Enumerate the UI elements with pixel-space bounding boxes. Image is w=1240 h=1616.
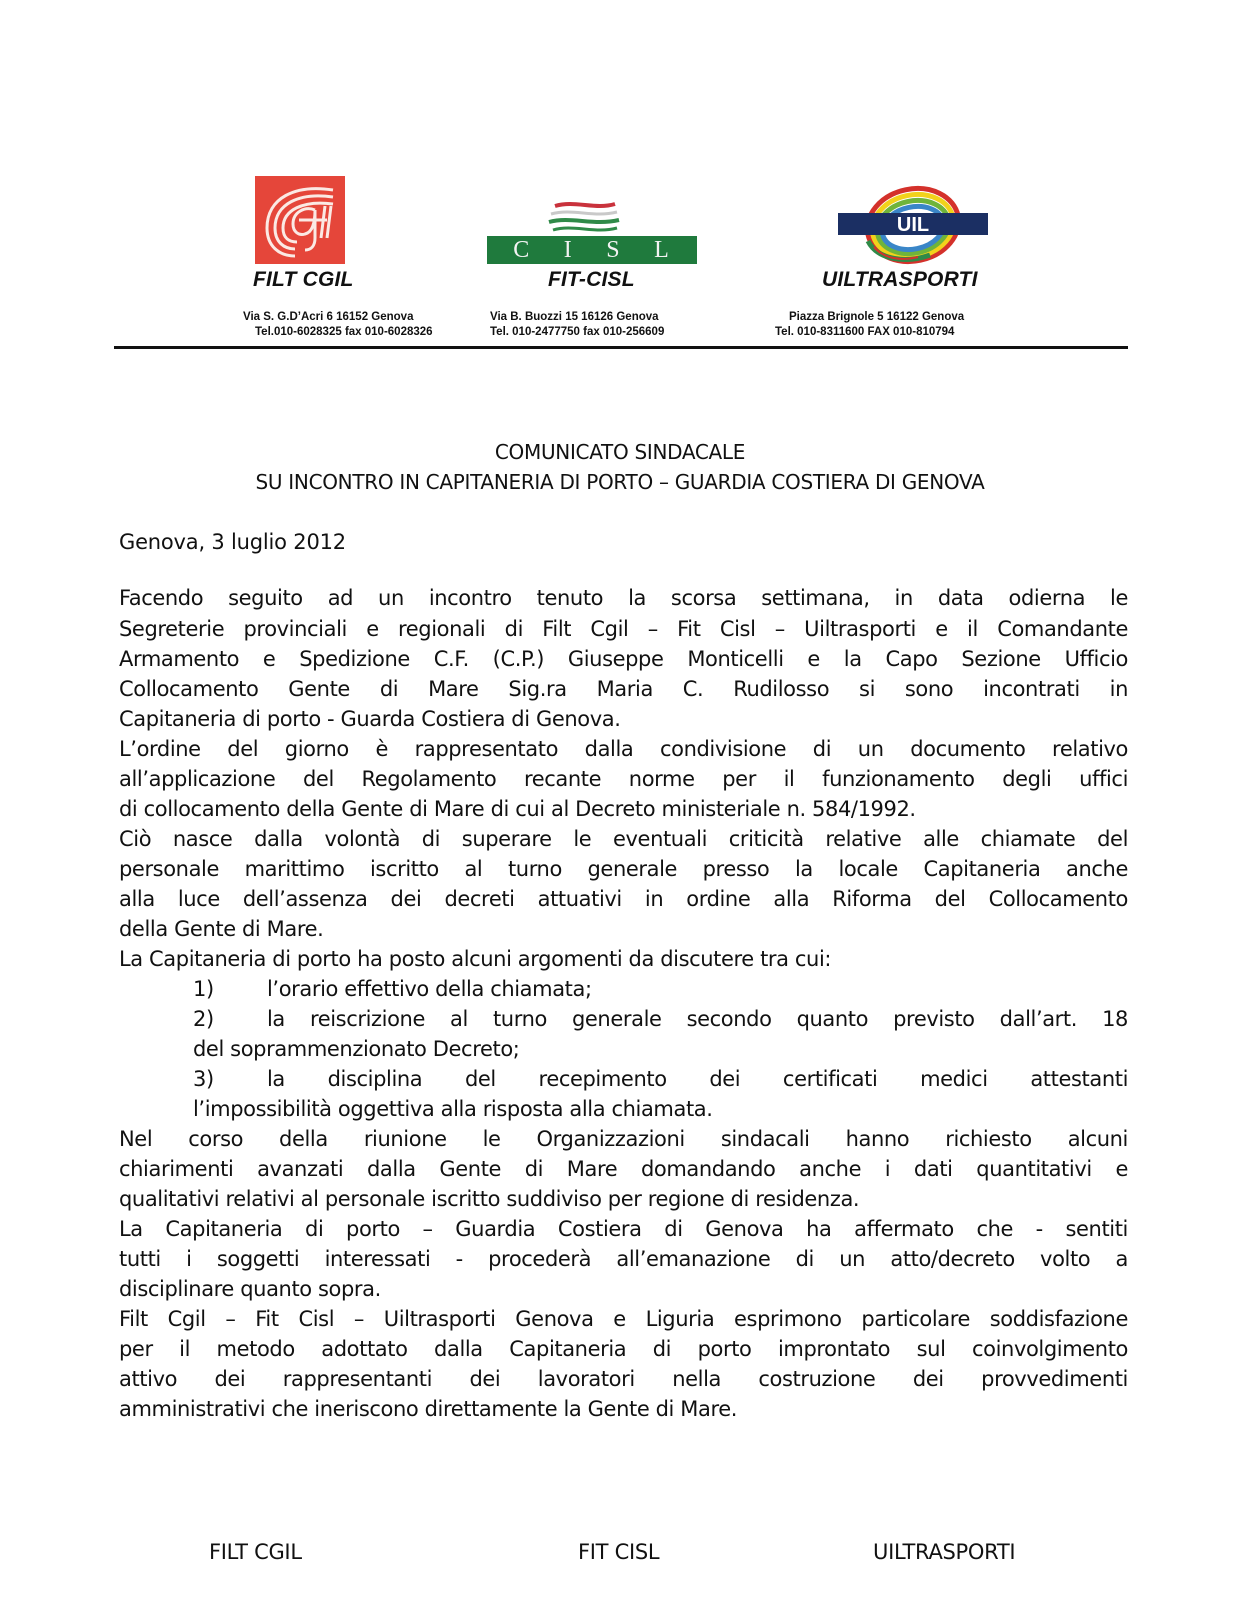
list-item-continuation: del soprammenzionato Decreto; [193, 1037, 520, 1061]
list-number: 1) [193, 977, 214, 1001]
body-line: Filt Cgil – Fit Cisl – Uiltrasporti Genova e Liguria esprimono particolare soddisfazione [119, 1307, 1128, 1331]
body-line: amministrativi che ineriscono direttamente la Gente di Mare. [119, 1397, 738, 1421]
org-contacts: Tel.010-6028325 fax 010-6028326 [255, 326, 433, 338]
body-line: attivo dei rappresentanti dei lavoratori nella costruzione dei provvedimenti [119, 1367, 1128, 1391]
org-name: FILT CGIL [253, 268, 354, 291]
body-line: disciplinare quanto sopra. [119, 1277, 381, 1301]
list-item-text: la disciplina del recepimento dei certificati medici attestanti [267, 1067, 1128, 1091]
document-date: Genova, 3 luglio 2012 [119, 530, 346, 554]
body-line: Facendo seguito ad un incontro tenuto la scorsa settimana, in data odierna le [119, 586, 1128, 610]
document-subtitle: SU INCONTRO IN CAPITANERIA DI PORTO – GUARDIA COSTIERA DI GENOVA [255, 470, 985, 494]
signature-uiltrasporti: UILTRASPORTI [873, 1540, 1016, 1564]
body-line: La Capitaneria di porto ha posto alcuni argomenti da discutere tra cui: [119, 947, 832, 971]
body-line: della Gente di Mare. [119, 917, 324, 941]
body-line: per il metodo adottato dalla Capitaneria di porto improntato sul coinvolgimento [119, 1337, 1128, 1361]
cisl-letter: C [513, 236, 532, 263]
org-contacts: Tel. 010-2477750 fax 010-256609 [490, 326, 665, 338]
body-line: di collocamento della Gente di Mare di cui al Decreto ministeriale n. 584/1992. [119, 797, 916, 821]
cisl-flag-icon [545, 200, 625, 236]
list-item-text: l’orario effettivo della chiamata; [267, 977, 592, 1001]
body-line: Nel corso della riunione le Organizzazioni sindacali hanno richiesto alcuni [119, 1127, 1128, 1151]
body-line: tutti i soggetti interessati - procederà all’emanazione di un atto/decreto volto a [119, 1247, 1128, 1271]
body-line: qualitativi relativi al personale iscritto suddiviso per regione di residenza. [119, 1187, 860, 1211]
body-line: Segreterie provinciali e regionali di Filt Cgil – Fit Cisl – Uiltrasporti e il Comandante [119, 617, 1128, 641]
signature-filt-cgil: FILT CGIL [209, 1540, 302, 1564]
signature-fit-cisl: FIT CISL [578, 1540, 660, 1564]
org-name: UILTRASPORTI [822, 268, 978, 291]
list-number: 3) [193, 1067, 214, 1091]
body-line: Armamento e Spedizione C.F. (C.P.) Giuseppe Monticelli e la Capo Sezione Ufficio [119, 647, 1128, 671]
cisl-letter: L [654, 236, 671, 263]
body-line: La Capitaneria di porto – Guardia Costiera di Genova ha affermato che - sentiti [119, 1217, 1128, 1241]
list-item-continuation: l’impossibilità oggettiva alla risposta alla chiamata. [193, 1097, 713, 1121]
body-line: personale marittimo iscritto al turno generale presso la locale Capitaneria anche [119, 857, 1128, 881]
body-line: alla luce dell’assenza dei decreti attuativi in ordine alla Riforma del Collocamento [119, 887, 1128, 911]
body-line: L’ordine del giorno è rappresentato dalla condivisione di un documento relativo [119, 737, 1128, 761]
document-title: COMUNICATO SINDACALE [494, 440, 746, 464]
uil-logo-icon [838, 185, 988, 265]
org-address: Via B. Buozzi 15 16126 Genova [490, 311, 659, 323]
body-line: Ciò nasce dalla volontà di superare le eventuali criticità relative alle chiamate del [119, 827, 1128, 851]
letterhead [0, 0, 1240, 350]
cisl-logo-bar [487, 236, 697, 264]
cisl-letter: I [563, 236, 574, 263]
body-line: all’applicazione del Regolamento recante norme per il funzionamento degli uffici [119, 767, 1128, 791]
cisl-letter: S [606, 236, 622, 263]
list-item-text: la reiscrizione al turno generale secondo quanto previsto dall’art. 18 [267, 1007, 1128, 1031]
filt-cgil-logo-icon [255, 176, 345, 264]
svg-text:UIL: UIL [896, 214, 930, 236]
org-address: Piazza Brignole 5 16122 Genova [789, 311, 965, 323]
org-name: FIT-CISL [548, 268, 635, 291]
org-contacts: Tel. 010-8311600 FAX 010-810794 [775, 326, 955, 338]
body-line: Collocamento Gente di Mare Sig.ra Maria C. Rudilosso si sono incontrati in [119, 677, 1128, 701]
list-number: 2) [193, 1007, 214, 1031]
header-divider [114, 346, 1128, 349]
body-line: Capitaneria di porto - Guarda Costiera di Genova. [119, 707, 621, 731]
org-address: Via S. G.D’Acri 6 16152 Genova [243, 311, 414, 323]
body-line: chiarimenti avanzati dalla Gente di Mare domandando anche i dati quantitativi e [119, 1157, 1128, 1181]
